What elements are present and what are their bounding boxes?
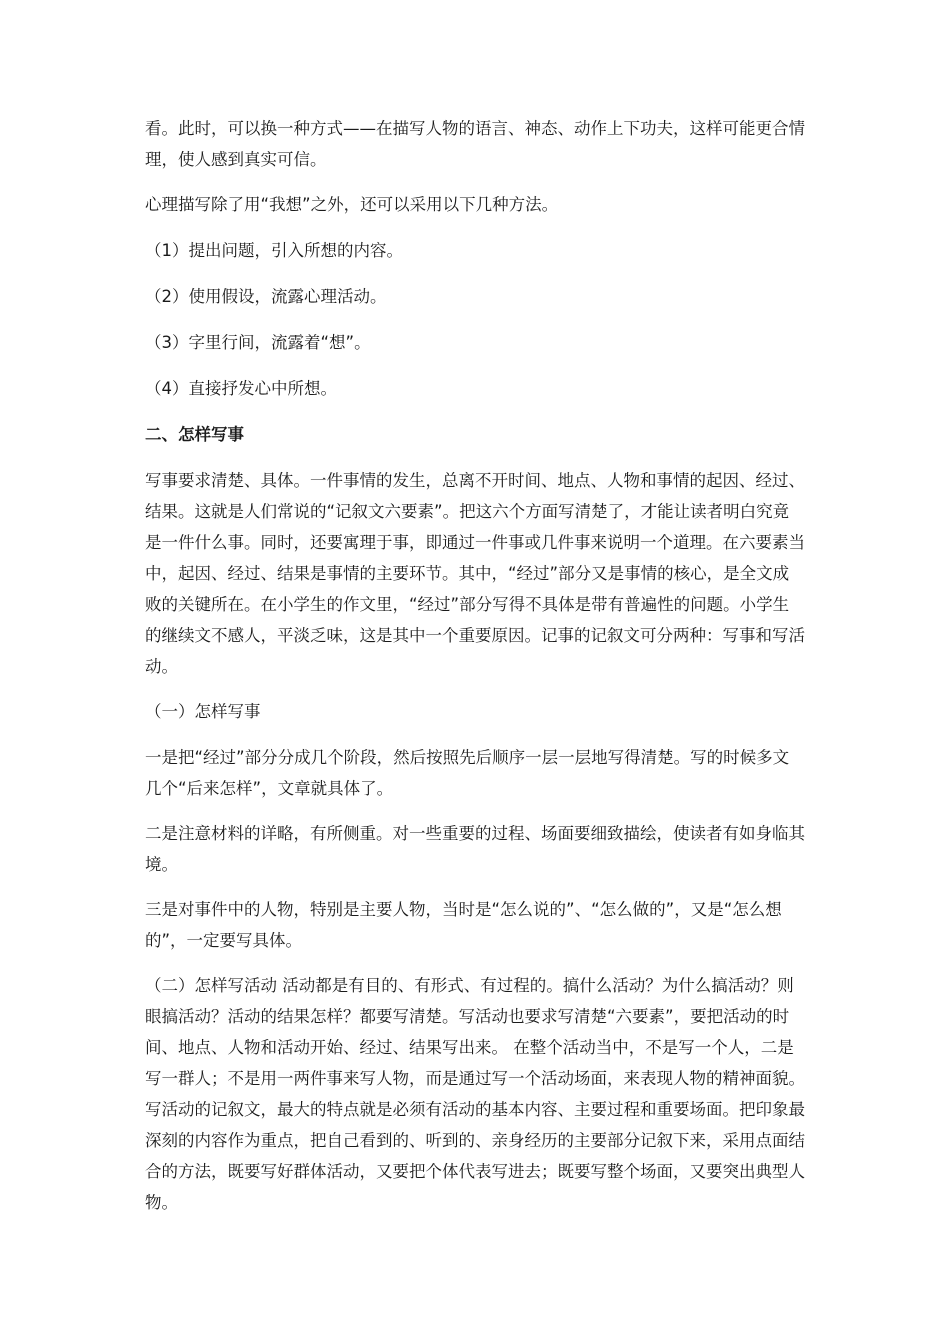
paragraph-point-one: 一是把“经过”部分分成几个阶段，然后按照先后顺序一层一层地写得清楚。写的时候多文几个“后来怎样”，文章就具体了。	[145, 748, 790, 798]
paragraph-point-two: 二是注意材料的详略，有所侧重。对一些重要的过程、场面要细致描绘，使读者有如身临其境。	[145, 824, 805, 874]
subheading-how-to-write-events: （一）怎样写事	[145, 702, 261, 721]
paragraph-how-to-write-activities: （二）怎样写活动 活动都是有目的、有形式、有过程的。搞什么活动？为什么搞活动？则眼搞活动？活动的结果怎样？都要写清楚。写活动也要求写清楚“六要素”，要把活动的时间、地点、人物和活动开始、经过、结果写出来。 在整个活动当中，不是写一个人，二是写一群人；不是用一两件事来写人物，而是通过写一个活动场面，来表现人物的精神面貌。写活动的记叙文，最大的特点就是必须有活动的基本内容、主要过程和重要场面。把印象最深刻的内容作为重点，把自己看到的、听到的、亲身经历的主要部分记叙下来，采用点面结合的方法，既要写好群体活动，又要把个体代表写进去；既要写整个场面，又要突出典型人物。	[145, 976, 805, 1212]
paragraph-six-elements: 写事要求清楚、具体。一件事情的发生，总离不开时间、地点、人物和事情的起因、经过、结果。这就是人们常说的“记叙文六要素”。把这六个方面写清楚了，才能让读者明白究竟是一件什么事。同时，还要寓理于事，即通过一件事或几件事来说明一个道理。在六要素当中，起因、经过、结果是事情的主要环节。其中，“经过”部分又是事情的核心，是全文成败的关键所在。在小学生的作文里，“经过”部分写得不具体是带有普遍性的问题。小学生的继续文不感人，平淡乏味，这是其中一个重要原因。记事的记叙文可分两种：写事和写活动。	[145, 471, 805, 676]
list-item-method-4: （4）直接抒发心中所想。	[145, 379, 337, 398]
document-body	[145, 113, 805, 1232]
list-item-method-2: （2）使用假设，流露心理活动。	[145, 287, 387, 306]
section-heading: 二、怎样写事	[145, 425, 244, 444]
list-item-method-1: （1）提出问题，引入所想的内容。	[145, 241, 403, 260]
paragraph-point-three: 三是对事件中的人物，特别是主要人物，当时是“怎么说的”、“怎么做的”，又是“怎么想的”，一定要写具体。	[145, 900, 782, 950]
paragraph-methods-intro: 心理描写除了用“我想”之外，还可以采用以下几种方法。	[145, 195, 559, 214]
paragraph-continuation: 看。此时，可以换一种方式——在描写人物的语言、神态、动作上下功夫，这样可能更合情理，使人感到真实可信。	[145, 119, 805, 169]
list-item-method-3: （3）字里行间，流露着“想”。	[145, 333, 371, 352]
